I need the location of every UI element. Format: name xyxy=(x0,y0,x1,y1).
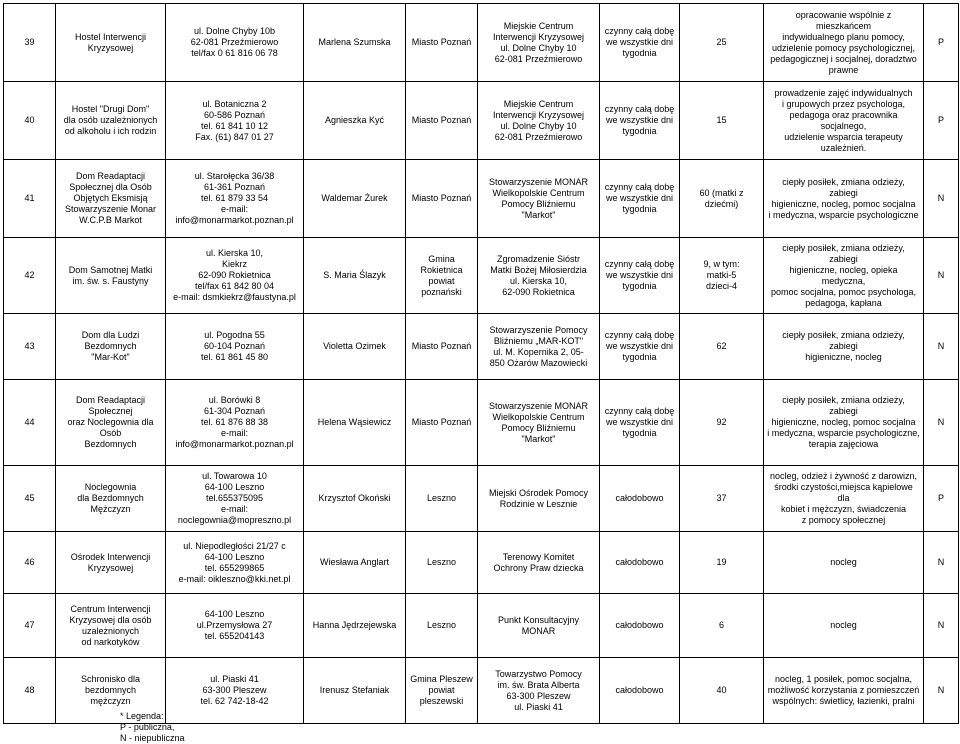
facility-name-cell: Noclegownia dla Bezdomnych Mężczyzn xyxy=(56,466,166,532)
capacity-cell: 60 (matki z dziećmi) xyxy=(680,160,764,238)
table-row xyxy=(4,594,959,658)
operator-cell: Terenowy Komitet Ochrony Praw dziecka xyxy=(478,532,600,594)
facility-name-cell: Dom Samotnej Matki im. św. s. Faustyny xyxy=(56,238,166,314)
row-number-cell: 40 xyxy=(4,82,56,160)
opening-hours-cell: całodobowo xyxy=(600,594,680,658)
table-row xyxy=(4,314,959,380)
facility-type-cell: P xyxy=(924,4,959,82)
facility-type-cell: N xyxy=(924,160,959,238)
capacity-cell: 37 xyxy=(680,466,764,532)
contact-address-cell: ul. Botaniczna 2 60-586 Poznań tel. 61 841 10 12 Fax. (61) 847 01 27 xyxy=(166,82,304,160)
contact-address-cell: ul. Kierska 10, Kiekrz 62-090 Rokietnica tel/fax 61 842 80 04 e-mail: dsmkiekrz@faustyna.pl xyxy=(166,238,304,314)
capacity-cell: 62 xyxy=(680,314,764,380)
manager-name-cell: Waldemar Żurek xyxy=(304,160,406,238)
row-number-cell: 41 xyxy=(4,160,56,238)
table-row xyxy=(4,466,959,532)
opening-hours-cell: całodobowo xyxy=(600,658,680,724)
location-cell: Leszno xyxy=(406,594,478,658)
row-number-cell: 47 xyxy=(4,594,56,658)
services-cell: prowadzenie zajęć indywidualnych i grupowych przez psychologa, pedagoga oraz pracownika socjalnego, udzielenie wsparcia terapeuty uzależnień. xyxy=(764,82,924,160)
capacity-cell: 19 xyxy=(680,532,764,594)
row-number-cell: 46 xyxy=(4,532,56,594)
services-cell: ciepły posiłek, zmiana odzieży, zabiegi higieniczne, nocleg, opieka medyczna, pomoc socjalna, pomoc psychologa, pedagoga, kapłana xyxy=(764,238,924,314)
location-cell: Leszno xyxy=(406,466,478,532)
facility-name-cell: Centrum Interwencji Kryzysowej dla osób uzależnionych od narkotyków xyxy=(56,594,166,658)
location-cell: Miasto Poznań xyxy=(406,82,478,160)
manager-name-cell: Krzysztof Okoński xyxy=(304,466,406,532)
operator-cell: Miejski Ośrodek Pomocy Rodzinie w Lesznie xyxy=(478,466,600,532)
location-cell: Leszno xyxy=(406,532,478,594)
legend xyxy=(120,711,185,744)
contact-address-cell: ul. Borówki 8 61-304 Poznań tel. 61 876 88 38 e-mail: info@monarmarkot.poznan.pl xyxy=(166,380,304,466)
manager-name-cell: Hanna Jędrzejewska xyxy=(304,594,406,658)
manager-name-cell: Helena Wąsiewicz xyxy=(304,380,406,466)
facility-name-cell: Hostel Interwencji Kryzysowej xyxy=(56,4,166,82)
shelter-table xyxy=(3,3,959,724)
manager-name-cell: Irenusz Stefaniak xyxy=(304,658,406,724)
operator-cell: Stowarzyszenie MONAR Wielkopolskie Centrum Pomocy Bliźniemu "Markot" xyxy=(478,380,600,466)
location-cell: Miasto Poznań xyxy=(406,160,478,238)
contact-address-cell: ul. Pogodna 55 60-104 Poznań tel. 61 861 45 80 xyxy=(166,314,304,380)
contact-address-cell: ul. Starołęcka 36/38 61-361 Poznań tel. 61 879 33 54 e-mail: info@monarmarkot.poznan.pl xyxy=(166,160,304,238)
facility-type-cell: N xyxy=(924,380,959,466)
facility-type-cell: N xyxy=(924,238,959,314)
opening-hours-cell: czynny całą dobę we wszystkie dni tygodnia xyxy=(600,238,680,314)
table-row xyxy=(4,82,959,160)
services-cell: nocleg, odzież i żywność z darowizn, środki czystości,miejsca kąpielowe dla kobiet i mężczyzn, świadczenia z pomocy społecznej xyxy=(764,466,924,532)
facility-type-cell: N xyxy=(924,594,959,658)
contact-address-cell: ul. Dolne Chyby 10b 62-081 Przeźmierowo tel/fax 0 61 816 06 78 xyxy=(166,4,304,82)
facility-type-cell: P xyxy=(924,466,959,532)
capacity-cell: 9, w tym: matki-5 dzieci-4 xyxy=(680,238,764,314)
capacity-cell: 40 xyxy=(680,658,764,724)
contact-address-cell: ul. Towarowa 10 64-100 Leszno tel.655375095 e-mail: noclegownia@mopreszno.pl xyxy=(166,466,304,532)
contact-address-cell: ul. Piaski 41 63-300 Pleszew tel. 62 742-18-42 xyxy=(166,658,304,724)
row-number-cell: 43 xyxy=(4,314,56,380)
opening-hours-cell: czynny całą dobę we wszystkie dni tygodnia xyxy=(600,314,680,380)
facility-name-cell: Hostel "Drugi Dom" dla osób uzależnionych od alkoholu i ich rodzin xyxy=(56,82,166,160)
operator-cell: Miejskie Centrum Interwencji Kryzysowej ul. Dolne Chyby 10 62-081 Przeźmierowo xyxy=(478,4,600,82)
manager-name-cell: Marlena Szumska xyxy=(304,4,406,82)
contact-address-cell: 64-100 Leszno ul.Przemysłowa 27 tel. 655204143 xyxy=(166,594,304,658)
row-number-cell: 48 xyxy=(4,658,56,724)
legend-title: * Legenda: xyxy=(120,711,164,721)
manager-name-cell: Wiesława Anglart xyxy=(304,532,406,594)
capacity-cell: 15 xyxy=(680,82,764,160)
operator-cell: Zgromadzenie Sióstr Matki Bożej Miłosierdzia ul. Kierska 10, 62-090 Rokietnica xyxy=(478,238,600,314)
table-row xyxy=(4,238,959,314)
facility-type-cell: N xyxy=(924,314,959,380)
operator-cell: Towarzystwo Pomocy im. św. Brata Alberta 63-300 Pleszew ul. Piaski 41 xyxy=(478,658,600,724)
capacity-cell: 25 xyxy=(680,4,764,82)
operator-cell: Stowarzyszenie MONAR Wielkopolskie Centrum Pomocy Bliźniemu "Markot" xyxy=(478,160,600,238)
services-cell: ciepły posiłek, zmiana odzieży, zabiegi higieniczne, nocleg, pomoc socjalna i medyczna, wsparcie psychologiczne, terapia zajęciowa xyxy=(764,380,924,466)
location-cell: Gmina Pleszew powiat pleszewski xyxy=(406,658,478,724)
operator-cell: Stowarzyszenie Pomocy Bliźniemu „MAR-KOT" ul. M. Kopernika 2, 05- 850 Ożarów Mazowiecki xyxy=(478,314,600,380)
row-number-cell: 45 xyxy=(4,466,56,532)
operator-cell: Punkt Konsultacyjny MONAR xyxy=(478,594,600,658)
opening-hours-cell: całodobowo xyxy=(600,466,680,532)
services-cell: opracowanie wspólnie z mieszkańcem indywidualnego planu pomocy, udzielenie pomocy psychologicznej, pedagogicznej i socjalnej, doradztwo prawne xyxy=(764,4,924,82)
facility-name-cell: Dom dla Ludzi Bezdomnych "Mar-Kot" xyxy=(56,314,166,380)
location-cell: Miasto Poznań xyxy=(406,380,478,466)
row-number-cell: 44 xyxy=(4,380,56,466)
services-cell: nocleg, 1 posiłek, pomoc socjalna, możliwość korzystania z pomieszczeń wspólnych: świetlicy, łazienki, pralni xyxy=(764,658,924,724)
operator-cell: Miejskie Centrum Interwencji Kryzysowej ul. Dolne Chyby 10 62-081 Przeźmierowo xyxy=(478,82,600,160)
legend-public: P - publiczna, xyxy=(120,722,175,732)
facility-name-cell: Schronisko dla bezdomnych mężczyzn xyxy=(56,658,166,724)
table-row xyxy=(4,160,959,238)
services-cell: nocleg xyxy=(764,594,924,658)
contact-address-cell: ul. Niepodległości 21/27 c 64-100 Leszno tel. 655299865 e-mail: oikleszno@kki.net.pl xyxy=(166,532,304,594)
location-cell: Miasto Poznań xyxy=(406,4,478,82)
facility-type-cell: N xyxy=(924,658,959,724)
row-number-cell: 39 xyxy=(4,4,56,82)
services-cell: ciepły posiłek, zmiana odzieży, zabiegi higieniczne, nocleg xyxy=(764,314,924,380)
row-number-cell: 42 xyxy=(4,238,56,314)
facility-type-cell: P xyxy=(924,82,959,160)
capacity-cell: 92 xyxy=(680,380,764,466)
opening-hours-cell: czynny całą dobę we wszystkie dni tygodnia xyxy=(600,4,680,82)
table-row xyxy=(4,532,959,594)
table-row xyxy=(4,380,959,466)
services-cell: ciepły posiłek, zmiana odzieży, zabiegi higieniczne, nocleg, pomoc socjalna i medyczna, wsparcie psychologiczne xyxy=(764,160,924,238)
facility-name-cell: Dom Readaptacji Społecznej oraz Noclegownia dla Osób Bezdomnych xyxy=(56,380,166,466)
opening-hours-cell: czynny całą dobę we wszystkie dni tygodnia xyxy=(600,160,680,238)
table-row xyxy=(4,4,959,82)
manager-name-cell: Agnieszka Kyć xyxy=(304,82,406,160)
manager-name-cell: S. Maria Ślazyk xyxy=(304,238,406,314)
manager-name-cell: Violetta Ozimek xyxy=(304,314,406,380)
opening-hours-cell: czynny całą dobę we wszystkie dni tygodnia xyxy=(600,380,680,466)
legend-private: N - niepubliczna xyxy=(120,733,185,743)
services-cell: nocleg xyxy=(764,532,924,594)
capacity-cell: 6 xyxy=(680,594,764,658)
opening-hours-cell: czynny całą dobę we wszystkie dni tygodnia xyxy=(600,82,680,160)
table-body xyxy=(4,4,959,724)
location-cell: Miasto Poznań xyxy=(406,314,478,380)
facility-name-cell: Dom Readaptacji Społecznej dla Osób Objętych Eksmisją Stowarzyszenie Monar W.C.P.B Markot xyxy=(56,160,166,238)
facility-name-cell: Ośrodek Interwencji Kryzysowej xyxy=(56,532,166,594)
opening-hours-cell: całodobowo xyxy=(600,532,680,594)
facility-type-cell: N xyxy=(924,532,959,594)
location-cell: Gmina Rokietnica powiat poznański xyxy=(406,238,478,314)
